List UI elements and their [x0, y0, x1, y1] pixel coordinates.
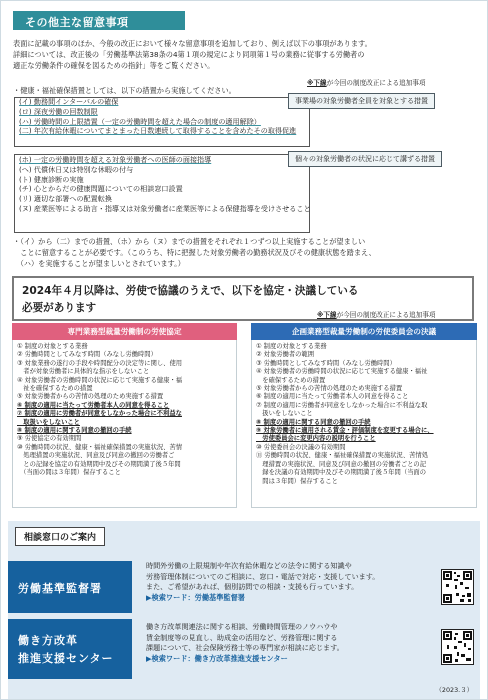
recommend-2: ことに留意することが必要です。（このうち、特に把握した対象労働者の勤務状況及びその健康状態を踏まえ、 — [13, 248, 376, 257]
right-col-title: 企画業務型裁量労働制の労使委員会の決議 — [251, 323, 477, 340]
measure-chi: (チ) 心とからだの健康問題についての相談窓口設置 — [19, 184, 183, 194]
measure-to: (ト) 健康診断の実施 — [19, 174, 84, 184]
qr-code-icon-2[interactable] — [441, 629, 474, 665]
office2-keyword[interactable]: ▶検索ワード：働き方改革推進支援センター — [146, 653, 288, 663]
measure-i: (イ) 勤務間インターバルの確保 — [19, 97, 119, 106]
section-title: その他主な留意事項 — [13, 11, 185, 30]
measure-ha: (ハ) 労働時間の上限措置（一定の労働時間を超えた場合の制度の適用解除） — [19, 116, 261, 126]
measure-ho: (ホ) 一定の労働時間を超える対象労働者への医師の面接指導 — [19, 155, 212, 164]
callout-all-workers: 事業場の対象労働者全員を対象とする措置 — [288, 93, 435, 109]
right-col-body: ① 制度の対象とする業務 ② 対象労働者の範囲 ③ 労働時間としてみなす時間（みなし労働時間） ④ 対象労働者の労働時間の状況に応じて実施する健康・福祉 を確保するための措置 ⑤ 対象労働者からの苦情の処理のため実施する措置 ⑥ 制度の適用に当たって労働者本人の同意を得ること ⑦ 制度の適用に労働者が同意をしなかった場合に不利益な取 扱いをしないこと ⑧ 制度の適用に関する同意の撤回の手続 ⑨ 対象労働者に適用される賃金・評価制度を変更する場合に、 労使委員会に変更内容の説明を行うこと ⑩ 労使委員会の決議の有効期間 ⑪ 労働時間の状況、健康・福祉確保措置の実施状況、苦情処 理措置の実施状況、同意及び同意の撤回の労働者ごとの記 録を決議の有効期間中及びその期間満了後５年間（当面の 間は３年間）保存すること — [251, 340, 477, 508]
office1-keyword[interactable]: ▶検索ワード：労働基準監督署 — [146, 592, 245, 602]
group1-list — [19, 97, 296, 136]
intro-line-1: 表面に記載の事項のほか、今般の改正において様々な留意事項を追加しており、例えば以下の事項があります。 — [13, 39, 372, 48]
recommend-3: （ハ）を実施することが望ましいとされています。） — [13, 259, 185, 268]
recommend-1: ・（イ）から（二）までの措置、（ホ）から（ヌ）までの措置をそれぞれ１つずつ以上実施することが望ましい — [13, 237, 366, 246]
measure-ro: (ロ) 深夜労働の回数制限 — [19, 106, 98, 116]
note-underline-2: ※下線が今回の制度改正による追加事項 — [317, 311, 436, 319]
group2-list — [19, 155, 311, 214]
office2-name-2: 推進支援センター — [18, 652, 114, 665]
highlight-line-1: 2024年４月以降は、労使で協議のうえで、以下を協定・決議している — [22, 285, 359, 297]
footer-date: （2023.３） — [435, 686, 473, 694]
intro-line-3: 適正な労働条件の確保を図るための指針」等をご覧ください。 — [13, 61, 215, 70]
consult-title: 相談窓口のご案内 — [15, 527, 105, 546]
measure-nu: (ヌ) 産業医等による助言・指導又は対象労働者に産業医等による保健指導を受けさせること — [19, 203, 311, 213]
office2-name-1: 働き方改革 — [18, 634, 78, 647]
qr-code-icon[interactable] — [441, 569, 474, 605]
left-col-body: ① 制度の対象とする業務 ② 労働時間としてみなす時間（みなし労働時間） ③ 対象業務の遂行の手段や時間配分の決定等に関し、使用 者が対象労働者に具体的な指示をしないこと ④ 対象労働者の労働時間の状況に応じて実施する健康・福 祉を確保するための措置 ⑤ 対象労働者からの苦情の処理のため実施する措置 ⑥ 制度の適用に当たって労働者本人の同意を得ること ⑦ 制度の適用に労働者が同意をしなかった場合に不利益な 取扱いをしないこと ⑧ 制度の適用に関する同意の撤回の手続 ⑨ 労使協定の有効期間 ⑩ 労働時間の状況、健康・福祉確保措置の実施状況、苦情 処理措置の実施状況、同意及び同意の撤回の労働者ご との記録を協定の有効期間中及びその期間満了後５年間 （当面の間は３年間）保存すること — [12, 340, 237, 508]
callout-individual: 個々の対象労働者の状況に応じて講ずる措置 — [288, 151, 442, 167]
office1-desc: 時間外労働の上限規制や年次有給休暇などの法令に関する知識や 労務管理体制についてのご相談に、窓口・電話で対応・支援しています。 また、ご希望があれば、個別訪問での相談・支援も行っています。 ▶検索ワード：労働基準監督署 — [146, 561, 380, 602]
measure-ni: (二) 年次有給休暇についてまとまった日数連続して取得することを含めたその取得促進 — [19, 126, 297, 136]
office1-label-bar — [8, 561, 132, 613]
note-underline: ※下線が今回の制度改正による追加事項 — [307, 79, 426, 87]
highlight-line-2: 必要があります — [22, 302, 97, 314]
measure-ri: (リ) 適切な部署への配置転換 — [19, 194, 112, 204]
left-col-title: 専門業務型裁量労働制の労使協定 — [12, 323, 237, 340]
health-lead: ・健康・福祉確保措置としては、以下の措置から実施してください。 — [13, 86, 236, 95]
measure-he: (へ) 代償休日又は特別な休暇の付与 — [19, 164, 134, 174]
office2-desc: 働き方改革関連法に関する相談、労働時間管理のノウハウや 賃金制度等の見直し、助成金の活用など、労務管理に関する 課題について、社会保険労務士等の専門家が相談に応じます。 ▶検索ワード：働き方改革推進支援センター — [146, 622, 344, 663]
office1-name: 労働基準監督署 — [18, 582, 102, 595]
intro-line-2: 詳細については、改正後の「労働基準法第38条の4第１項の規定により同項第１号の業務に従事する労働者の — [13, 50, 365, 59]
office2-label-bar — [8, 619, 132, 679]
